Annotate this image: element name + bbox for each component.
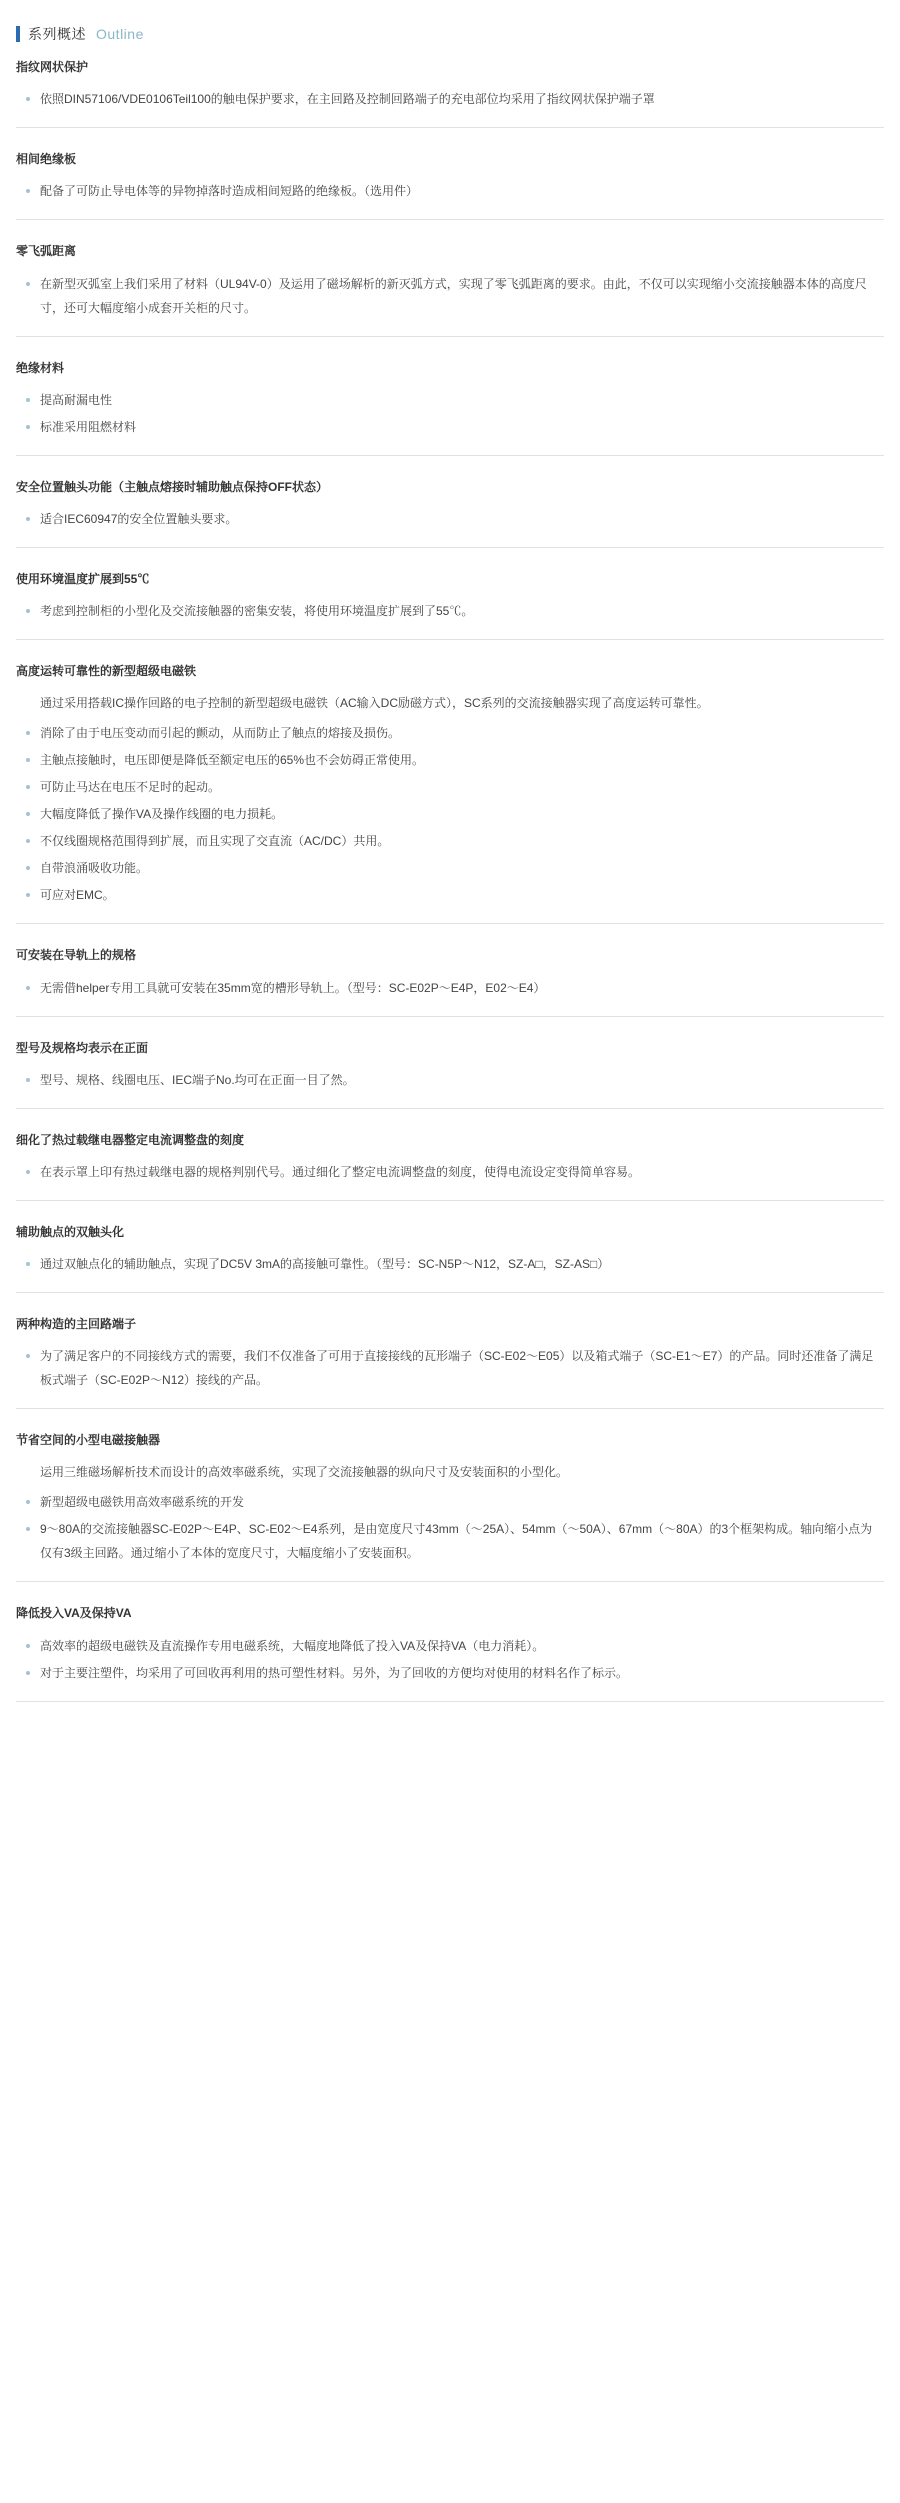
list-item: 配备了可防止导电体等的异物掉落时造成相间短路的绝缘板。（选用件） [16,179,884,203]
section-title: 零飞弧距离 [16,244,77,259]
section-divider [16,1016,884,1017]
list-item: 可应对EMC。 [16,883,884,907]
bullet-list [16,388,884,439]
section-title: 节省空间的小型电磁接触器 [16,1433,161,1448]
section-title: 相间绝缘板 [16,152,77,167]
accent-bar-icon [16,26,20,42]
section-divider [16,127,884,128]
section [0,58,900,111]
section [0,662,900,907]
list-item: 标准采用阻燃材料 [16,415,884,439]
section-divider [16,1200,884,1201]
list-item: 适合IEC60947的安全位置触头要求。 [16,507,884,531]
list-item: 主触点接触时，电压即便是降低至额定电压的65%也不会妨碍正常使用。 [16,748,884,772]
list-item: 无需借helper专用工具就可安装在35mm宽的槽形导轨上。（型号：SC-E02P～E4P，E02～E4） [16,976,884,1000]
bullet-list [16,507,884,531]
list-item: 消除了由于电压变动而引起的颤动，从而防止了触点的熔接及损伤。 [16,721,884,745]
section-title: 安全位置触头功能（主触点熔接时辅助触点保持OFF状态） [16,479,328,494]
list-item: 新型超级电磁铁用高效率磁系统的开发 [16,1490,884,1514]
section-divider [16,1108,884,1109]
section-title: 降低投入VA及保持VA [16,1606,132,1621]
section-title: 高度运转可靠性的新型超级电磁铁 [16,664,197,679]
section [0,1039,900,1092]
section-divider [16,219,884,220]
section-divider [16,547,884,548]
section [0,242,900,319]
list-item: 可防止马达在电压不足时的起动。 [16,775,884,799]
section-divider [16,639,884,640]
bullet-list [16,272,884,320]
bullet-list [16,1068,884,1092]
bullet-list [16,599,884,623]
section [0,1431,900,1565]
section-title: 辅助触点的双触头化 [16,1224,125,1239]
list-item: 通过双触点化的辅助触点，实现了DC5V 3mA的高接触可靠性。（型号：SC-N5P～N12，SZ-A□，SZ-AS□） [16,1252,884,1276]
list-item: 在新型灭弧室上我们采用了材料（UL94V-0）及运用了磁场解析的新灭弧方式，实现了零飞弧距离的要求。由此，不仅可以实现缩小交流接触器本体的高度尺寸，还可大幅度缩小成套开关柜的尺寸。 [16,272,884,320]
list-item: 9～80A的交流接触器SC-E02P～E4P、SC-E02～E4系列，是由宽度尺寸43mm（～25A）、54mm（～50A）、67mm（～80A）的3个框架构成。轴向缩小点为仅有3级主回路。通过缩小了本体的宽度尺寸，大幅度缩小了安装面积。 [16,1517,884,1565]
section [0,478,900,531]
section-title: 指纹网状保护 [16,60,89,74]
list-item: 自带浪涌吸收功能。 [16,856,884,880]
bullet-list [16,87,884,111]
list-item: 为了满足客户的不同接线方式的需要，我们不仅准备了可用于直接接线的瓦形端子（SC-E02～E05）以及箱式端子（SC-E1～E7）的产品。同时还准备了满足板式端子（SC-E02P～N12）接线的产品。 [16,1344,884,1392]
page-title [0,24,900,44]
section-title: 细化了热过载继电器整定电流调整盘的刻度 [16,1132,245,1147]
page-title-cn: 系列概述 [28,26,86,42]
section [0,1315,900,1392]
section [0,1131,900,1184]
section-title: 型号及规格均表示在正面 [16,1040,149,1055]
section [0,946,900,999]
section-divider [16,1701,884,1702]
section [0,359,900,439]
bullet-list [16,1344,884,1392]
section-divider [16,336,884,337]
section-divider [16,1292,884,1293]
bullet-list [16,1634,884,1685]
section-divider [16,1581,884,1582]
list-item: 型号、规格、线圈电压、IEC端子No.均可在正面一目了然。 [16,1068,884,1092]
section [0,1604,900,1684]
list-item: 大幅度降低了操作VA及操作线圈的电力损耗。 [16,802,884,826]
bullet-list [16,721,884,907]
section-divider [16,923,884,924]
section-title: 可安装在导轨上的规格 [16,948,137,963]
paragraph: 运用三维磁场解析技术而设计的高效率磁系统，实现了交流接触器的纵向尺寸及安装面积的小型化。 [40,1465,569,1480]
list-item: 考虑到控制柜的小型化及交流接触器的密集安装，将使用环境温度扩展到了55℃。 [16,599,884,623]
list-item: 不仅线圈规格范围得到扩展，而且实现了交直流（AC/DC）共用。 [16,829,884,853]
section [0,1223,900,1276]
section-title: 使用环境温度扩展到55℃ [16,571,150,586]
bullet-list [16,1160,884,1184]
page-title-en: Outline [96,26,144,42]
sections-container [0,58,900,1702]
section [0,150,900,203]
section-divider [16,455,884,456]
bullet-list [16,1490,884,1565]
section-divider [16,1408,884,1409]
bullet-list [16,976,884,1000]
list-item: 在表示罩上印有热过载继电器的规格判别代号。通过细化了整定电流调整盘的刻度，使得电流设定变得简单容易。 [16,1160,884,1184]
bullet-list [16,1252,884,1276]
paragraph: 通过采用搭载IC操作回路的电子控制的新型超级电磁铁（AC输入DC励磁方式），SC系列的交流接触器实现了高度运转可靠性。 [40,696,709,711]
section-title: 绝缘材料 [16,360,65,375]
list-item: 高效率的超级电磁铁及直流操作专用电磁系统，大幅度地降低了投入VA及保持VA（电力消耗）。 [16,1634,884,1658]
list-item: 提高耐漏电性 [16,388,884,412]
section-title: 两种构造的主回路端子 [16,1317,137,1332]
section [0,570,900,623]
bullet-list [16,179,884,203]
list-item: 依照DIN57106/VDE0106Teil100的触电保护要求，在主回路及控制回路端子的充电部位均采用了指纹网状保护端子罩 [16,87,884,111]
list-item: 对于主要注塑件，均采用了可回收再利用的热可塑性材料。另外，为了回收的方便均对使用的材料名作了标示。 [16,1661,884,1685]
